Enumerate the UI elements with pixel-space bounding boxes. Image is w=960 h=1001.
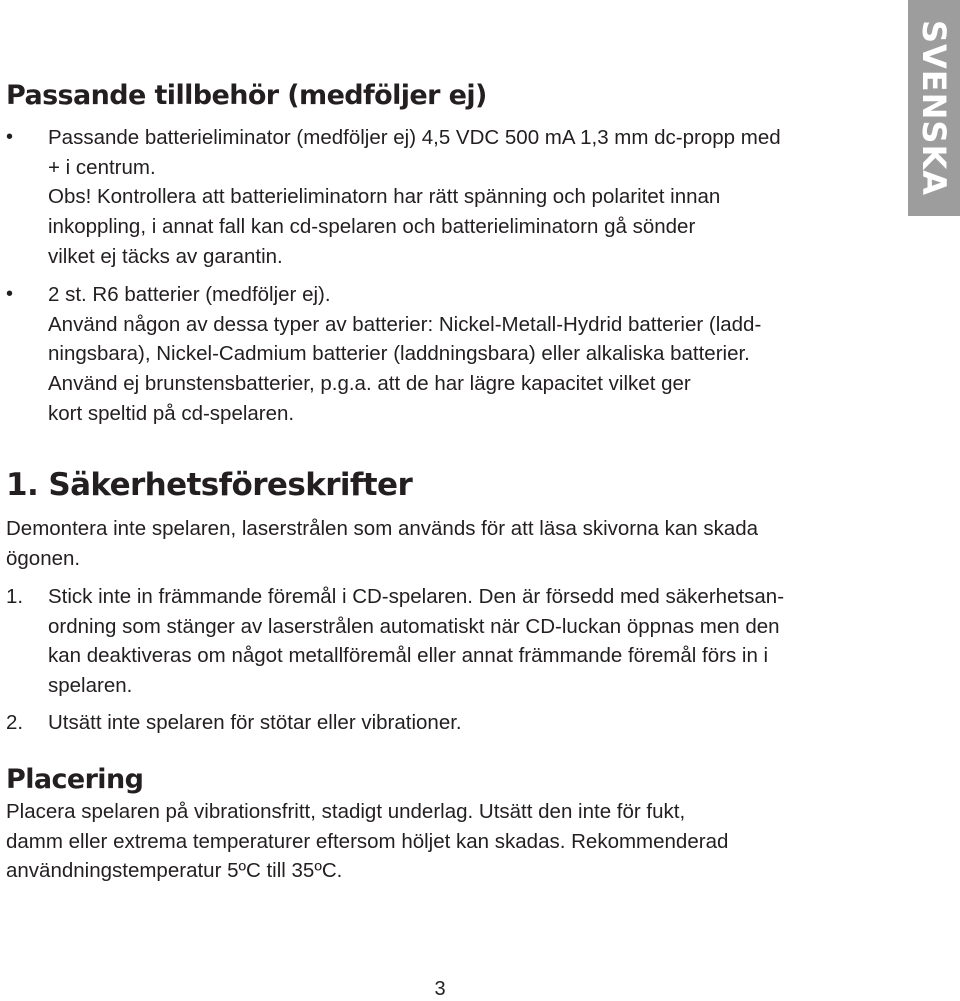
language-tab [908, 0, 960, 216]
bullet-line: vilket ej täcks av garantin. [48, 244, 283, 268]
bullet-item-power-adapter [48, 123, 781, 272]
intro-line: ögonen. [6, 546, 81, 570]
safety-item-foreign-objects [48, 582, 784, 701]
bullet-item-batteries [48, 280, 761, 429]
bullet-line: Passande batterieliminator (medföljer ej) 4,5 VDC 500 mA 1,3 mm dc-propp med [48, 126, 781, 149]
bullet-line: 2 st. R6 batterier (medföljer ej). [48, 283, 331, 306]
list-line: Utsätt inte spelaren för stötar eller vibrationer. [48, 711, 462, 734]
page-number: 3 [434, 978, 446, 1000]
list-line: spelaren. [48, 674, 133, 698]
list-number: 2. [6, 711, 24, 734]
list-number: 1. [6, 585, 24, 608]
placement-heading: Placering [6, 764, 144, 795]
intro-line: Demontera inte spelaren, laserstrålen som används för att läsa skivorna kan skada [6, 517, 759, 540]
safety-item-shocks [48, 708, 462, 738]
bullet-line: Obs! Kontrollera att batterieliminatorn har rätt spänning och polaritet innan [48, 185, 721, 209]
safety-intro [6, 514, 758, 573]
bullet-line: kort speltid på cd-spelaren. [48, 401, 295, 425]
placement-line: damm eller extrema temperaturer eftersom höljet kan skadas. Rekommenderad [6, 829, 729, 853]
bullet-line: Använd någon av dessa typer av batterier: Nickel-Metall-Hydrid batterier (ladd- [48, 312, 762, 336]
bullet-line: Använd ej brunstensbatterier, p.g.a. att de har lägre kapacitet vilket ger [48, 372, 691, 396]
language-tab-label: SVENSKA [915, 19, 953, 197]
placement-line: Placera spelaren på vibrationsfritt, stadigt underlag. Utsätt den inte för fukt, [6, 800, 686, 823]
list-line: Stick inte in främmande föremål i CD-spelaren. Den är försedd med säkerhetsan- [48, 585, 785, 608]
accessories-heading: Passande tillbehör (medföljer ej) [6, 80, 487, 111]
bullet-line: + i centrum. [48, 155, 156, 179]
bullet-marker: • [6, 126, 14, 148]
placement-line: användningstemperatur 5ºC till 35ºC. [6, 859, 343, 883]
list-line: kan deaktiveras om något metallföremål eller annat främmande föremål förs in i [48, 644, 769, 668]
bullet-line: ningsbara), Nickel-Cadmium batterier (laddningsbara) eller alkaliska batterier. [48, 342, 750, 366]
placement-paragraph [6, 797, 728, 886]
bullet-marker: • [6, 283, 14, 305]
list-line: ordning som stänger av laserstrålen automatiskt när CD-luckan öppnas men den [48, 614, 780, 638]
bullet-line: inkoppling, i annat fall kan cd-spelaren och batterieliminatorn gå sönder [48, 215, 696, 239]
safety-heading: 1. Säkerhetsföreskrifter [6, 467, 413, 503]
